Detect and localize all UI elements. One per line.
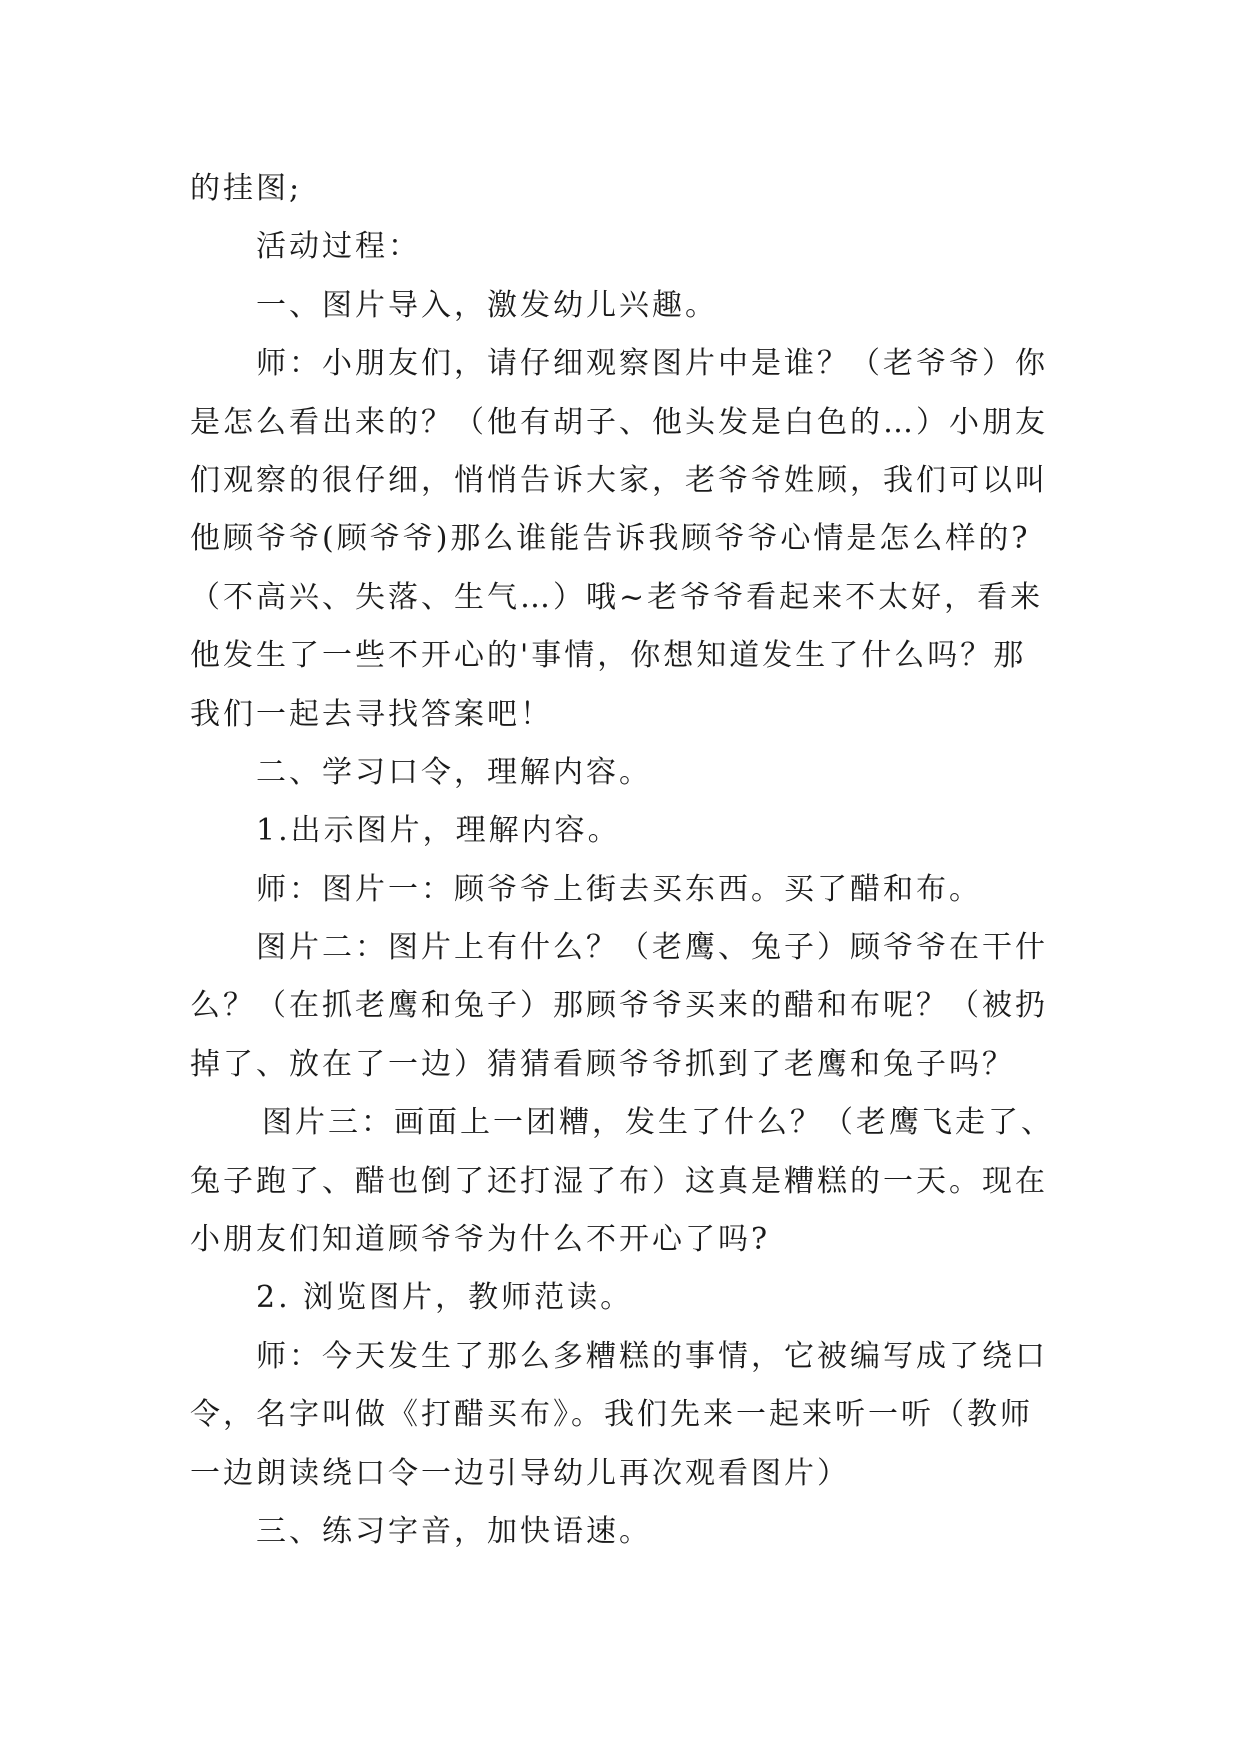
text-line: 图片二：图片上有什么？（老鹰、兔子）顾爷爷在干什 [256,930,1048,966]
text-line: 是怎么看出来的？（他有胡子、他头发是白色的…）小朋友 [190,404,1048,440]
text-line: 的挂图; [190,171,303,206]
text-line: 师：今天发生了那么多糟糕的事情，它被编写成了绕口 [256,1338,1048,1374]
text-line: 他顾爷爷(顾爷爷)那么谁能告诉我顾爷爷心情是怎么样的? [190,521,1031,557]
text-line: 他发生了一些不开心的'事情，你想知道发生了什么吗？那 [190,638,1027,674]
text-line: 们观察的很仔细，悄悄告诉大家，老爷爷姓顾，我们可以叫 [190,462,1048,498]
document-body [190,160,1060,1561]
text-line: 师：小朋友们，请仔细观察图片中是谁？（老爷爷）你 [256,346,1048,382]
text-line: 么？（在抓老鹰和兔子）那顾爷爷买来的醋和布呢？（被扔 [190,988,1048,1024]
section-heading: 三、练习字音，加快语速。 [256,1513,652,1549]
text-line: 我们一起去寻找答案吧！ [190,696,553,732]
section-heading: 活动过程： [256,229,421,265]
text-line: （不高兴、失落、生气…）哦~老爷爷看起来不太好，看来 [190,579,1044,615]
section-heading: 一、图片导入，激发幼儿兴趣。 [256,287,718,323]
text-line: 掉了、放在了一边）猜猜看顾爷爷抓到了老鹰和兔子吗？ [190,1046,1015,1082]
text-line: 师：图片一：顾爷爷上街去买东西。买了醋和布。 [256,871,982,907]
section-heading: 二、学习口令，理解内容。 [256,754,652,790]
text-line: 一边朗读绕口令一边引导幼儿再次观看图片） [190,1455,850,1491]
text-line: 令，名字叫做《打醋买布》。我们先来一起来听一听（教师 [190,1397,1033,1433]
text-line: 兔子跑了、醋也倒了还打湿了布）这真是糟糕的一天。现在 [190,1163,1048,1199]
subsection-heading: 1.出示图片，理解内容。 [256,813,621,849]
text-line: 图片三：画面上一团糟，发生了什么？（老鹰飞走了、 [262,1105,1054,1141]
text-line: 小朋友们知道顾爷爷为什么不开心了吗? [190,1222,771,1258]
subsection-heading: 2. 浏览图片，教师范读。 [256,1280,634,1316]
